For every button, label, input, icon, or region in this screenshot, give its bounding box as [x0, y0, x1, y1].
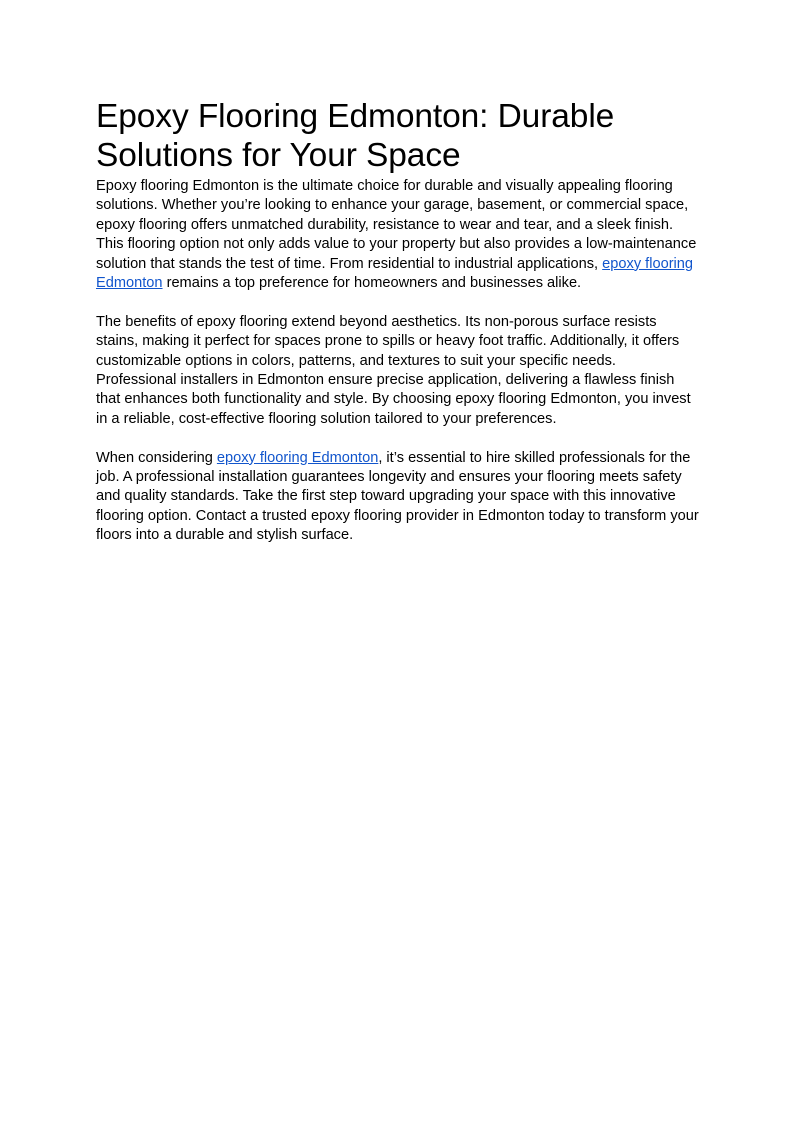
paragraph-considering-text-after: , it’s essential to hire skilled professionals for the job. A professional installation guarantees longevity and ensures your flooring meets safety and quality standards. Take the first step toward upgrading your space with this innovative flooring option. Contact a trusted epoxy flooring provider in Edmonton today to transform your floors into a durable and stylish surface.	[96, 449, 699, 544]
paragraph-considering	[96, 449, 700, 546]
epoxy-flooring-link-1[interactable]: epoxy flooring Edmonton	[96, 255, 694, 292]
paragraph-intro-text-before: Epoxy flooring Edmonton is the ultimate choice for durable and visually appealing flooring solutions. Whether you’re looking to enhance your garage, basement, or commercial space, epoxy flooring offers unmatched durability, resistance to wear and tear, and a sleek finish. This flooring option not only adds value to your property but also provides a low-maintenance solution that stands the test of time. From residential to industrial applications,	[96, 178, 697, 272]
paragraph-intro	[96, 177, 700, 293]
paragraph-considering-text-before: When considering	[96, 449, 217, 466]
paragraph-intro-text-after: remains a top preference for homeowners and businesses alike.	[162, 275, 582, 292]
epoxy-flooring-link-2[interactable]: epoxy flooring Edmonton	[216, 449, 379, 466]
document-title: Epoxy Flooring Edmonton: Durable Solutions for Your Space	[96, 98, 615, 174]
document-page	[96, 97, 700, 546]
paragraph-benefits: The benefits of epoxy flooring extend beyond aesthetics. Its non-porous surface resists stains, making it perfect for spaces prone to spills or heavy foot traffic. Additionally, it offers customizable options in colors, patterns, and textures to suit your specific needs. Professional installers in Edmonton ensure precise application, delivering a flawless finish that enhances both functionality and style. By choosing epoxy flooring Edmonton, you invest in a reliable, cost-effective flooring solution tailored to your preferences.	[96, 313, 691, 427]
